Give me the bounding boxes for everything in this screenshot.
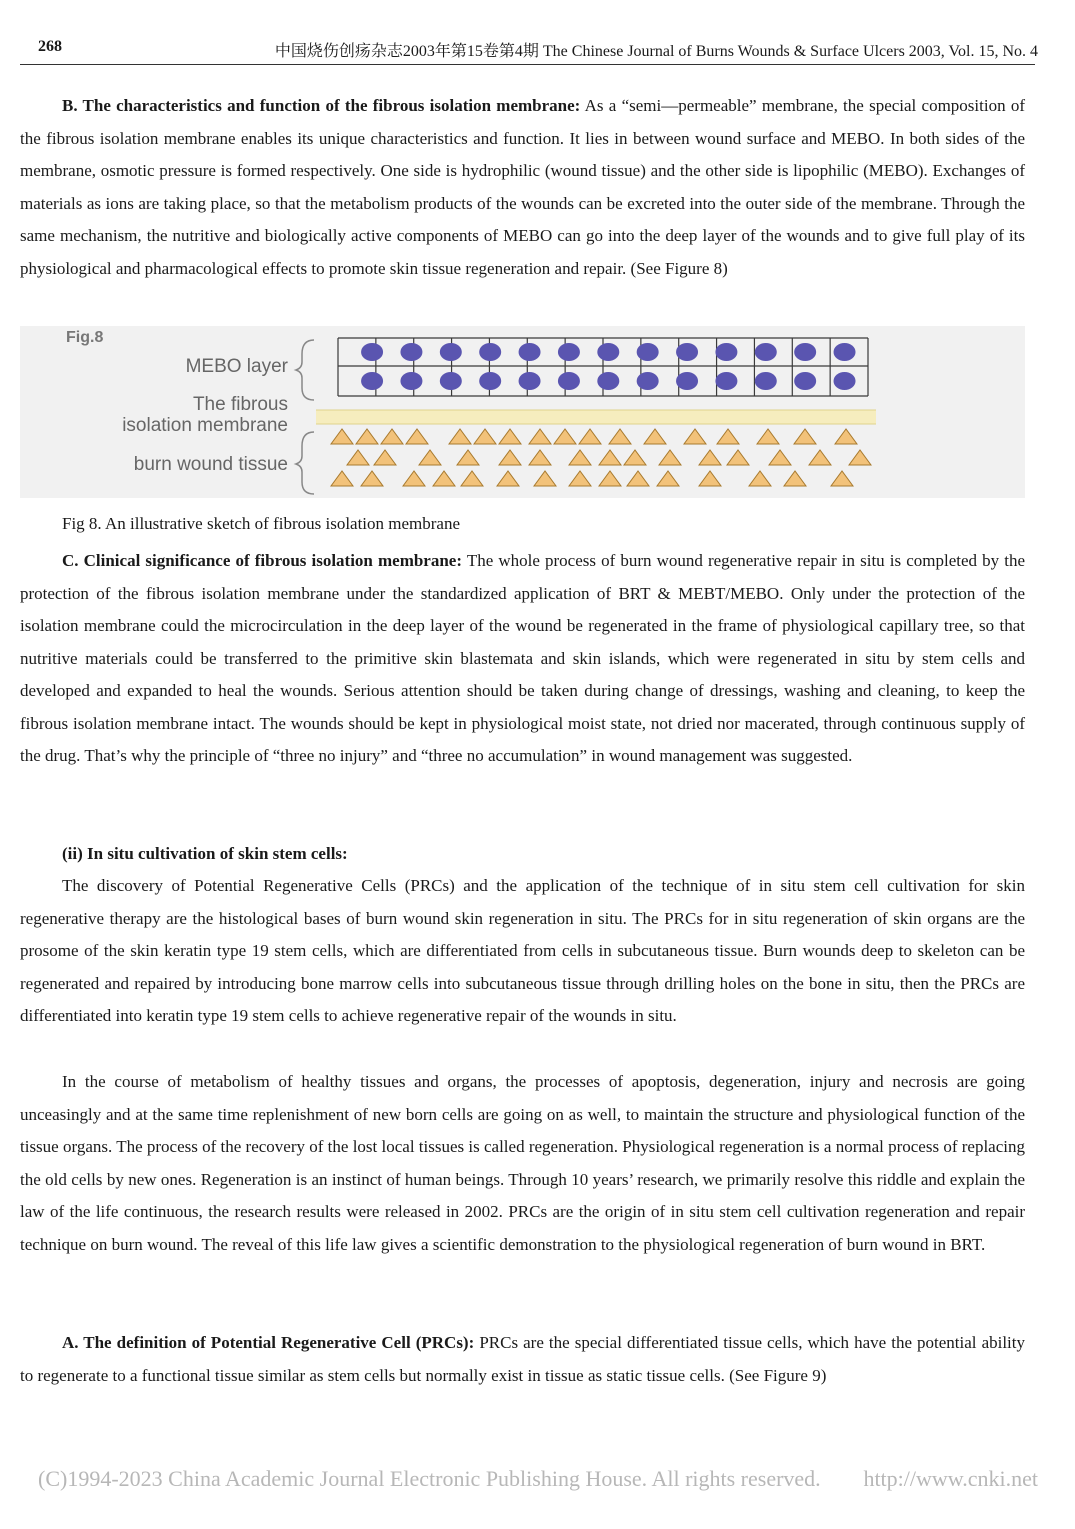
mebo-cell [715,343,737,361]
mebo-cell [519,372,541,390]
running-header [38,38,1038,62]
mebo-cell [597,372,619,390]
paragraph-c-heading: C. Clinical significance of fibrous isolation membrane: [62,551,463,570]
figure-8 [20,326,1025,498]
membrane-band [316,410,876,424]
label-membrane-line2: isolation membrane [122,415,288,436]
mebo-cell [715,372,737,390]
paragraph-metabolism: In the course of metabolism of healthy tissues and organs, the processes of apoptosis, degeneration, injury and necrosis are going unceasingly and at the same time replenishment of new born cells are going on as well, to maintain the structure and physiological function of the tissue organs. The process of the recovery of the lost local tissues is called regeneration. Physiological regeneration is a normal process of replacing the old cells by new ones. Regeneration is an instinct of human beings. Through 10 years’ research, we primarily resolve this riddle and explain the law of the life continuous, the research results were released in 2002. PRCs are the origin of in situ stem cell cultivation regeneration and repair technique on burn wound. The reveal of this life law gives a scientific demonstration to the physiological regeneration of burn wound in BRT. [20,1072,1025,1254]
paragraph-c [20,545,1025,773]
mebo-cell [440,372,462,390]
page-number: 268 [38,38,62,55]
mebo-cell [755,343,777,361]
section-ii-heading-text: (ii) In situ cultivation of skin stem cells: [62,844,348,863]
header-rule [20,64,1035,65]
paragraph-b [20,90,1025,285]
mebo-cell [834,343,856,361]
label-mebo-layer: MEBO layer [185,356,288,377]
paragraph-a [20,1327,1025,1392]
mebo-cell [755,372,777,390]
paragraph-a-heading: A. The definition of Potential Regenerative Cell (PRCs): [62,1333,475,1352]
paragraph-b-heading: B. The characteristics and function of the fibrous isolation membrane: [62,96,581,115]
mebo-cell [834,372,856,390]
footer-copyright: (C)1994-2023 China Academic Journal Electronic Publishing House. All rights reserved. [38,1466,821,1491]
mebo-cell [637,343,659,361]
section-ii-heading [20,838,1025,871]
mebo-cell [597,343,619,361]
label-membrane-line1: The fibrous [192,394,288,415]
mebo-cell [676,343,698,361]
paragraph-c-text: The whole process of burn wound regenerative repair in situ is completed by the protection of the fibrous isolation membrane under the standardized application of BRT & MEBT/MEBO. Only under the protection of the isolation membrane could the microcirculation in the deep layer of the wound be regenerated in the frame of physiological capillary tree, so that nutritive materials could be transferred to the primitive skin blastemata and skin islands, which were regenerated in situ by stem cells and developed and expanded to heal the wounds. Serious attention should be taken during change of dressings, washing and cleaning, to keep the fibrous isolation membrane intact. The wounds should be kept in physiological moist state, not dried nor macerated, through continuous supply of the drug. That’s why the principle of “three no injury” and “three no accumulation” in wound management was suggested. [20,551,1025,765]
mebo-cell [676,372,698,390]
paragraph-a-text: PRCs are the special differentiated tissue cells, which have the potential ability to regenerate to a functional tissue similar as stem cells but normally exist in tissue as static tissue cells. (See Figure 9) [20,1333,1026,1385]
mebo-cell [479,372,501,390]
mebo-cell [519,343,541,361]
journal-title: 中国烧伤创疡杂志2003年第15卷第4期 The Chinese Journal of Burns Wounds & Surface Ulcers 2003, Vol. 15, No. 4 [274,43,1038,60]
paragraph-b-text: As a “semi—permeable” membrane, the special composition of the fibrous isolation membrane enables its unique characteristics and function. It lies in between wound surface and MEBO. In both sides of the membrane, osmotic pressure is formed respectively. One side is hydrophilic (wound tissue) and the other side is lipophilic (MEBO). Exchanges of materials as ions are taking place, so that the metabolism products of the wounds can be excreted into the outer side of the membrane. Through the same mechanism, the nutritive and biologically active components of MEBO can go into the deep layer of the wounds and to give full play of its physiological and pharmacological effects to promote skin tissue regeneration and repair. (See Figure 8) [20,96,1025,278]
mebo-cell [637,372,659,390]
figure-8-illustration [20,326,1025,498]
figure-tag: Fig.8 [66,329,104,346]
mebo-cell [794,372,816,390]
mebo-cell [440,343,462,361]
footer [38,1466,1038,1492]
mebo-cell [558,343,580,361]
mebo-cell [558,372,580,390]
figure-8-caption: Fig 8. An illustrative sketch of fibrous isolation membrane [62,514,461,533]
mebo-cell [361,372,383,390]
paragraph-prc: The discovery of Potential Regenerative Cells (PRCs) and the application of the technique of in situ stem cell cultivation for skin regenerative therapy are the histological bases of burn wound skin regeneration in situ. The PRCs for in situ regeneration of skin organs are the prosome of the skin keratin type 19 stem cells, which are differentiated from cells in subcutaneous tissue. Burn wounds deep to skeleton can be regenerated and repaired by introducing bone marrow cells into subcutaneous tissue through drilling holes on the bone in situ, then the PRCs are differentiated into keratin type 19 stem cells to achieve regenerative repair of the wounds in situ. [20,876,1025,1025]
mebo-cell [794,343,816,361]
label-burn-wound-tissue: burn wound tissue [133,454,288,475]
mebo-cell [400,372,422,390]
footer-url: http://www.cnki.net [863,1466,1038,1491]
mebo-cell [400,343,422,361]
mebo-cell [361,343,383,361]
mebo-cell [479,343,501,361]
